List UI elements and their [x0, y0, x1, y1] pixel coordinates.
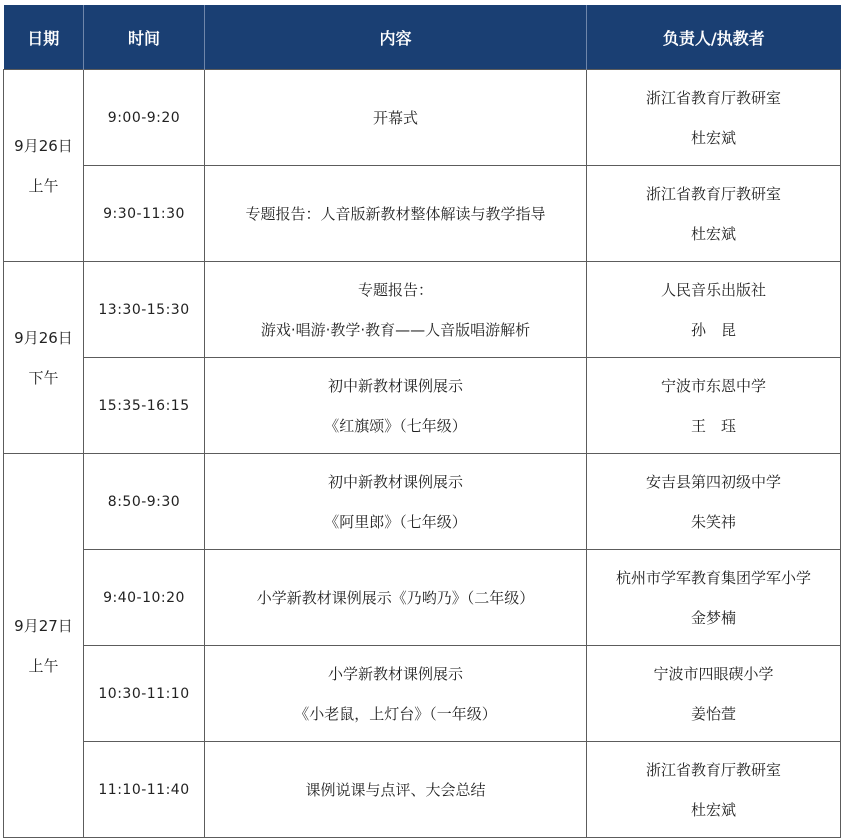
- organization-label: 浙江省教育厅教研室: [645, 184, 781, 203]
- content-line: 专题报告：人音版新教材整体解读与教学指导: [245, 204, 546, 223]
- time-cell: 13:30-15:30: [84, 262, 205, 358]
- organization-label: 杭州市学军教育集团学军小学: [615, 568, 811, 587]
- person-name: 姜怡萱: [690, 704, 736, 723]
- table-row: [4, 70, 841, 166]
- header-row: [4, 5, 841, 70]
- content-cell: [205, 358, 587, 454]
- time-cell: 10:30-11:10: [84, 646, 205, 742]
- date-cell: [4, 262, 84, 454]
- organization-label: 浙江省教育厅教研室: [645, 760, 781, 779]
- header-date: 日期: [4, 5, 84, 70]
- content-line: 开幕式: [372, 108, 418, 127]
- content-line: 小学新教材课例展示《乃哟乃》（二年级）: [256, 588, 535, 607]
- period-label: 上午: [28, 656, 59, 675]
- content-line: 课例说课与点评、大会总结: [305, 780, 486, 799]
- person-cell: [587, 742, 841, 838]
- date-label: 9月27日: [14, 616, 73, 635]
- time-cell: 9:40-10:20: [84, 550, 205, 646]
- person-name: 王 珏: [690, 416, 736, 435]
- schedule-container: [3, 5, 840, 838]
- schedule-body: [4, 70, 841, 838]
- time-cell: 9:30-11:30: [84, 166, 205, 262]
- person-name: 朱笑祎: [690, 512, 736, 531]
- table-row: [4, 550, 841, 646]
- period-label: 下午: [28, 368, 59, 387]
- content-cell: [205, 166, 587, 262]
- date-label: 9月26日: [14, 328, 73, 347]
- time-cell: 11:10-11:40: [84, 742, 205, 838]
- table-row: [4, 358, 841, 454]
- person-name: 杜宏斌: [690, 800, 736, 819]
- organization-label: 宁波市东恩中学: [660, 376, 766, 395]
- date-label: 9月26日: [14, 136, 73, 155]
- table-row: [4, 454, 841, 550]
- person-cell: [587, 358, 841, 454]
- person-cell: [587, 646, 841, 742]
- header-content: 内容: [205, 5, 587, 70]
- content-line: 小学新教材课例展示: [327, 664, 463, 683]
- header-time: 时间: [84, 5, 205, 70]
- content-line: 初中新教材课例展示: [327, 376, 463, 395]
- organization-label: 安吉县第四初级中学: [645, 472, 781, 491]
- person-cell: [587, 262, 841, 358]
- table-row: [4, 166, 841, 262]
- period-label: 上午: [28, 176, 59, 195]
- time-cell: 8:50-9:30: [84, 454, 205, 550]
- content-cell: [205, 550, 587, 646]
- table-row: [4, 646, 841, 742]
- content-cell: [205, 262, 587, 358]
- person-cell: [587, 454, 841, 550]
- table-row: [4, 262, 841, 358]
- content-line: 初中新教材课例展示: [327, 472, 463, 491]
- content-cell: [205, 454, 587, 550]
- time-cell: 15:35-16:15: [84, 358, 205, 454]
- person-cell: [587, 550, 841, 646]
- organization-label: 浙江省教育厅教研室: [645, 88, 781, 107]
- person-name: 杜宏斌: [690, 128, 736, 147]
- person-name: 孙 昆: [690, 320, 736, 339]
- content-line: 《红旗颂》（七年级）: [324, 416, 467, 435]
- person-name: 杜宏斌: [690, 224, 736, 243]
- content-cell: [205, 70, 587, 166]
- date-cell: [4, 454, 84, 838]
- schedule-table: [3, 5, 841, 838]
- content-cell: [205, 742, 587, 838]
- organization-label: 人民音乐出版社: [660, 280, 766, 299]
- table-row: [4, 742, 841, 838]
- time-cell: 9:00-9:20: [84, 70, 205, 166]
- person-name: 金梦楠: [690, 608, 736, 627]
- content-line: 游戏·唱游·教学·教育——人音版唱游解析: [260, 320, 531, 339]
- content-cell: [205, 646, 587, 742]
- person-cell: [587, 166, 841, 262]
- content-line: 专题报告：: [357, 280, 433, 299]
- header-person: 负责人/执教者: [587, 5, 841, 70]
- content-line: 《小老鼠，上灯台》（一年级）: [294, 704, 497, 723]
- person-cell: [587, 70, 841, 166]
- date-cell: [4, 70, 84, 262]
- content-line: 《阿里郎》（七年级）: [324, 512, 467, 531]
- organization-label: 宁波市四眼碶小学: [653, 664, 774, 683]
